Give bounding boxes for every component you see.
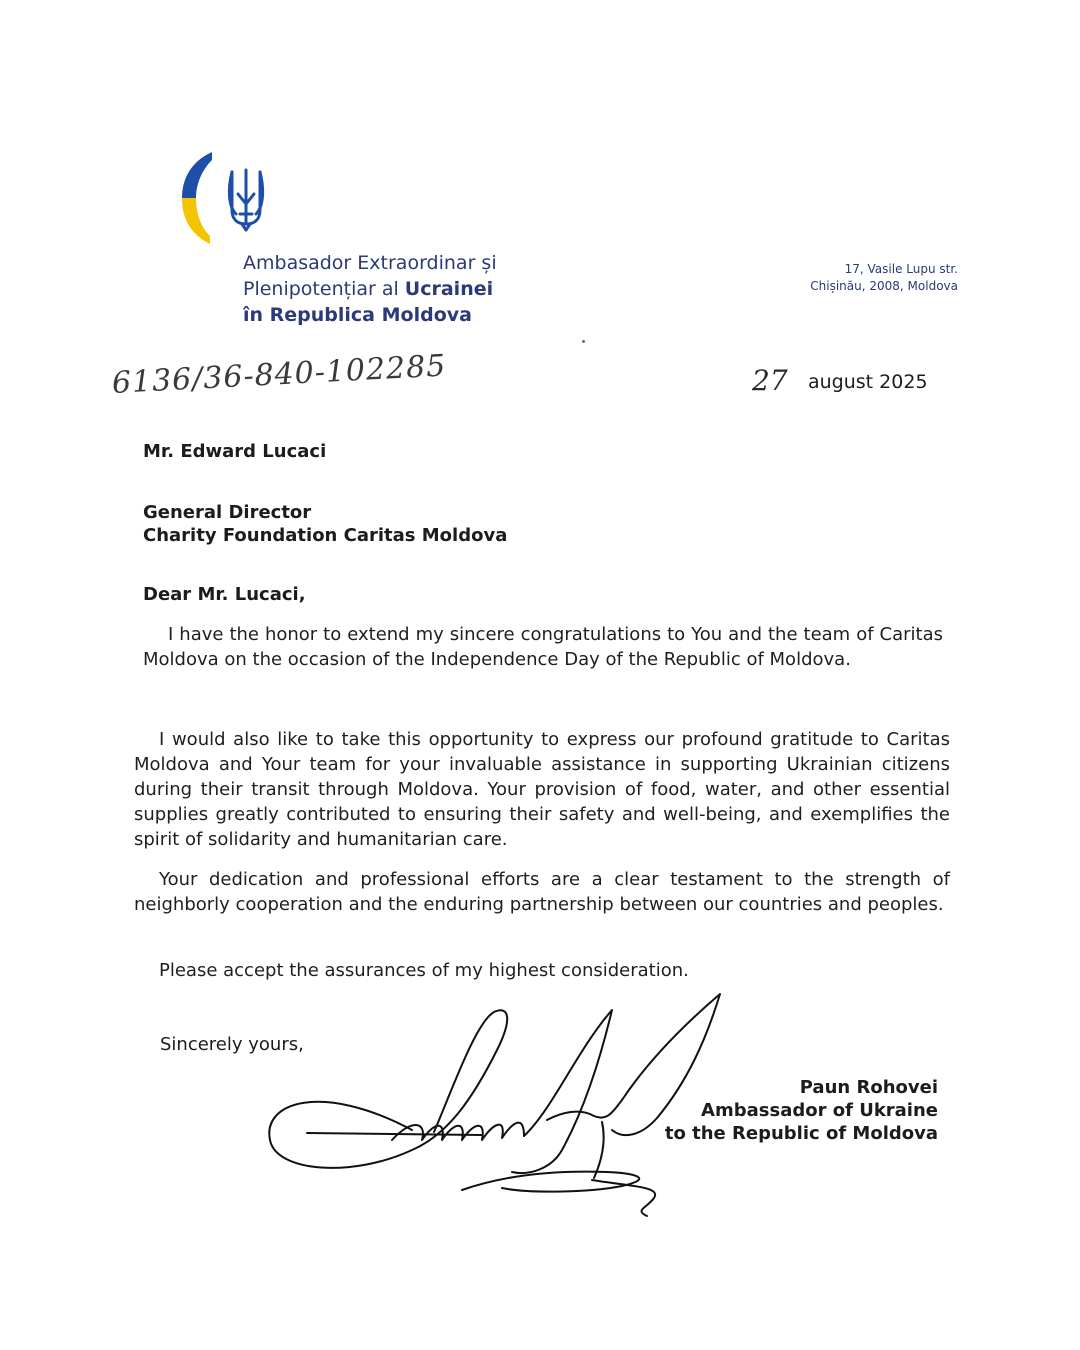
ukraine-emblem-icon (176, 148, 276, 248)
embassy-name-line1: Ambasador Extraordinar și (243, 252, 497, 274)
closing: Sincerely yours, (160, 1034, 304, 1055)
embassy-name (243, 250, 497, 328)
recipient-details (143, 501, 507, 547)
salutation: Dear Mr. Lucaci, (143, 584, 306, 605)
paragraph-congratulations: I have the honor to extend my sincere congratulations to You and the team of Caritas Moldova on the occasion of the Independence Day of the Republic of Moldova. (143, 624, 943, 670)
embassy-address (810, 261, 958, 295)
signer-block (665, 1076, 938, 1145)
embassy-name-line2 (243, 276, 497, 302)
date-text: august 2025 (808, 371, 928, 393)
signer-title-line2: to the Republic of Moldova (664, 1123, 938, 1144)
registration-number: 6136/36-840-102285 (111, 348, 448, 401)
embassy-name-line3 (243, 302, 497, 328)
recipient-organization: Charity Foundation Caritas Moldova (143, 525, 508, 546)
signer-title-line1: Ambassador of Ukraine (701, 1100, 938, 1121)
recipient-name: Mr. Edward Lucaci (143, 441, 327, 462)
paragraph-consideration: Please accept the assurances of my highest consideration. (159, 960, 689, 981)
date-day-handwritten: 27 (752, 364, 788, 397)
paragraph-gratitude: I would also like to take this opportunity to express our profound gratitude to Caritas Moldova and Your team for your invaluable assistance in supporting Ukrainian citizens during their transit through Moldova. Your provision of food, water, and other essential supplies greatly contributed to ensuring their safety and well-being, and exemplifies the spirit of solidarity and humanitarian care. (134, 729, 950, 850)
recipient-title: General Director (143, 502, 312, 523)
paragraph-cooperation: Your dedication and professional efforts are a clear testament to the strength of neighborly cooperation and the enduring partnership between our countries and peoples. (134, 869, 950, 915)
paper-speck (582, 340, 585, 343)
signature-image (262, 990, 732, 1220)
embassy-name-line3-bold: în Republica Moldova (243, 304, 472, 326)
address-line2: Chișinău, 2008, Moldova (810, 279, 958, 293)
signer-name: Paun Rohovei (799, 1077, 938, 1098)
embassy-name-line2-prefix: Plenipotențiar al (243, 278, 405, 300)
address-line1: 17, Vasile Lupu str. (844, 262, 958, 276)
embassy-name-line2-bold: Ucrainei (404, 278, 494, 300)
